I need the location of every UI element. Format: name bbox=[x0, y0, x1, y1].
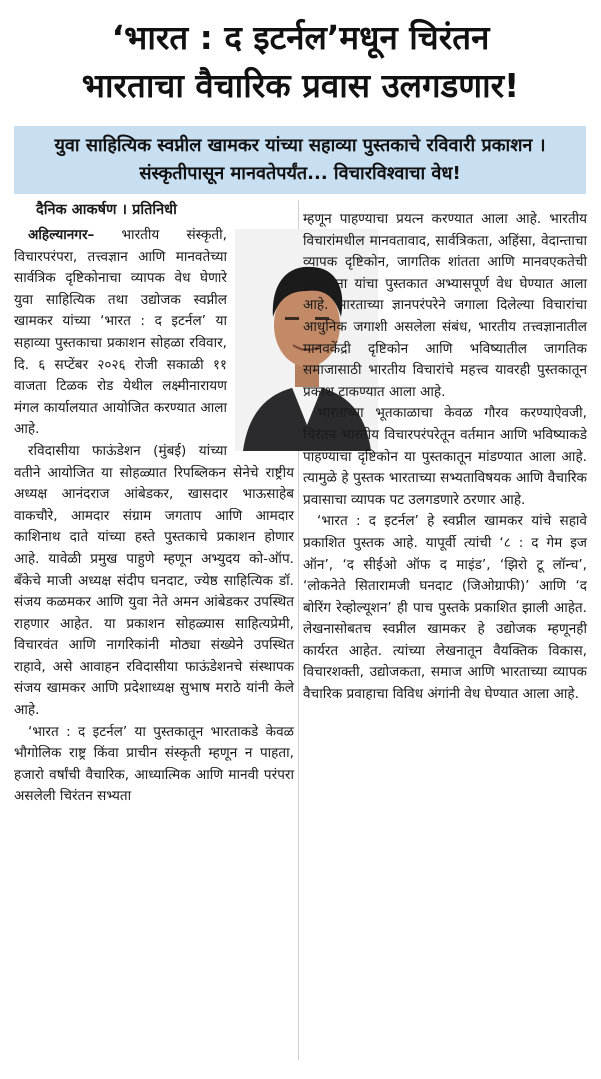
article-column-2 bbox=[303, 209, 587, 706]
col2-para-2: भारताच्या भूतकाळाचा केवळ गौरव करण्याऐवजी, चिरंतन भारतीय विचारपरंपरेतून वर्तमान आणि भविष्याकडे पाहण्याचा दृष्टिकोन या पुस्तकातून मांडण्यात आला आहे. त्यामुळे हे पुस्तक भारताच्या सभ्यताविषयक आणि वैचारिक प्रवासाचा व्यापक पट उलगडणारे ठरणार आहे. bbox=[303, 405, 587, 508]
article-column-1 bbox=[14, 199, 294, 808]
subheadline: युवा साहित्यिक स्वप्नील खामकर यांच्या सहाव्या पुस्तकाचे रविवारी प्रकाशन । संस्कृतीपासून मानवतेपर्यंत... विचारविश्वाचा वेध! bbox=[14, 126, 586, 194]
dateline-place: अहिल्यानगर– bbox=[28, 227, 95, 243]
headline-line-2: भारताचा वैचारिक प्रवास उलगडणार! bbox=[81, 66, 520, 105]
col2-para-3: ‘भारत : द इटर्नल’ हे स्वप्नील खामकर यांचे सहावे प्रकाशित पुस्तक आहे. यापूर्वी त्यांची ‘८ : द गेम इज ऑन’, ‘द सीईओ ऑफ द माइंड’, ‘झिरो टू लॉन्च’, ‘लोकनेते सितारामजी घनदाट (जिओग्राफी)’ आणि ‘द बोरिंग रेव्होल्यूशन’ ही पाच पुस्तके प्रकाशित झाली आहेत. लेखनासोबतच स्वप्नील खामकर हे उद्योजक म्हणूनही कार्यरत आहेत. त्यांच्या लेखनातून वैयक्तिक विकास, विचारशक्ती, उद्योजकता, समाज आणि भारताच्या व्यापक वैचारिक प्रवाहाचा विविध अंगांनी वेध घेण्यात आला आहे. bbox=[303, 513, 587, 703]
headline-line-1: ‘भारत : द इटर्नल’मधून चिरंतन bbox=[111, 18, 490, 57]
col1-para-1-text: भारतीय संस्कृती, विचारपरंपरा, तत्त्वज्ञान आणि मानवतेच्या सार्वत्रिक दृष्टिकोनाचा व्यापक वेध घेणारे युवा साहित्यिक तथा उद्योजक स्वप्नील खामकर यांच्या ‘भारत : द इटर्नल’ या सहाव्या पुस्तकाचा प्रकाशन सोहळा रविवार, दि. ६ सप्टेंबर २०२६ रोजी सकाळी ११ वाजता टिळक रोड येथील लक्ष्मीनारायण मंगल कार्यालयात आयोजित करण्यात आला आहे. bbox=[14, 227, 227, 438]
byline: दैनिक आकर्षण । प्रतिनिधी bbox=[36, 202, 177, 218]
headline bbox=[0, 14, 601, 110]
col2-para-1: म्हणून पाहण्याचा प्रयत्न करण्यात आला आहे. भारतीय विचारांमधील मानवतावाद, सार्वत्रिकता, अहिंसा, वेदान्ताचा व्यापक दृष्टिकोन, जागतिक शांतता आणि मानवएकतेची संकल्पना यांचा पुस्तकात अभ्यासपूर्ण वेध घेण्यात आला आहे. भारताच्या ज्ञानपरंपरेने जगाला दिलेल्या विचारांचा आधुनिक जगाशी असलेला संबंध, भारतीय तत्त्वज्ञानातील मानवकेंद्री दृष्टिकोन आणि भविष्यातील जागतिक समाजासाठी भारतीय विचारांचे महत्त्व यावरही पुस्तकातून प्रकाश टाकण्यात आला आहे. bbox=[303, 211, 587, 400]
col1-para-3: ‘भारत : द इटर्नल’ या पुस्तकातून भारताकडे केवळ भौगोलिक राष्ट्र किंवा प्राचीन संस्कृती म्हणून न पाहता, हजारो वर्षांची वैचारिक, आध्यात्मिक आणि मानवी परंपरा असलेली चिरंतन सभ्यता bbox=[14, 723, 294, 805]
col1-para-2: रविदासीया फाऊंडेशन (मुंबई) यांच्या वतीने आयोजित या सोहळ्यात रिपब्लिकन सेनेचे राष्ट्रीय अध्यक्ष आनंदराज आंबेडकर, खासदार भाऊसाहेब वाकचौरे, आमदार संग्राम जगताप आणि आमदार काशिनाथ दाते यांच्या हस्ते पुस्तकाचे प्रकाशन होणार आहे. यावेळी प्रमुख पाहुणे म्हणून अभ्युदय को-ऑप. बँकेचे माजी अध्यक्ष संदीप घनदाट, ज्येष्ठ साहित्यिक डॉ. संजय कळमकर आणि युवा नेते अमन आंबेडकर उपस्थित राहणार आहेत. या प्रकाशन सोहळ्यास साहित्यप्रेमी, विचारवंत आणि नागरिकांनी मोठ्या संख्येने उपस्थित राहावे, असे आवाहन रविदासीया फाऊंडेशनचे संस्थापक संजय खामकर आणि प्रदेशाध्यक्ष सुभाष मराठे यांनी केले आहे. bbox=[14, 442, 294, 719]
